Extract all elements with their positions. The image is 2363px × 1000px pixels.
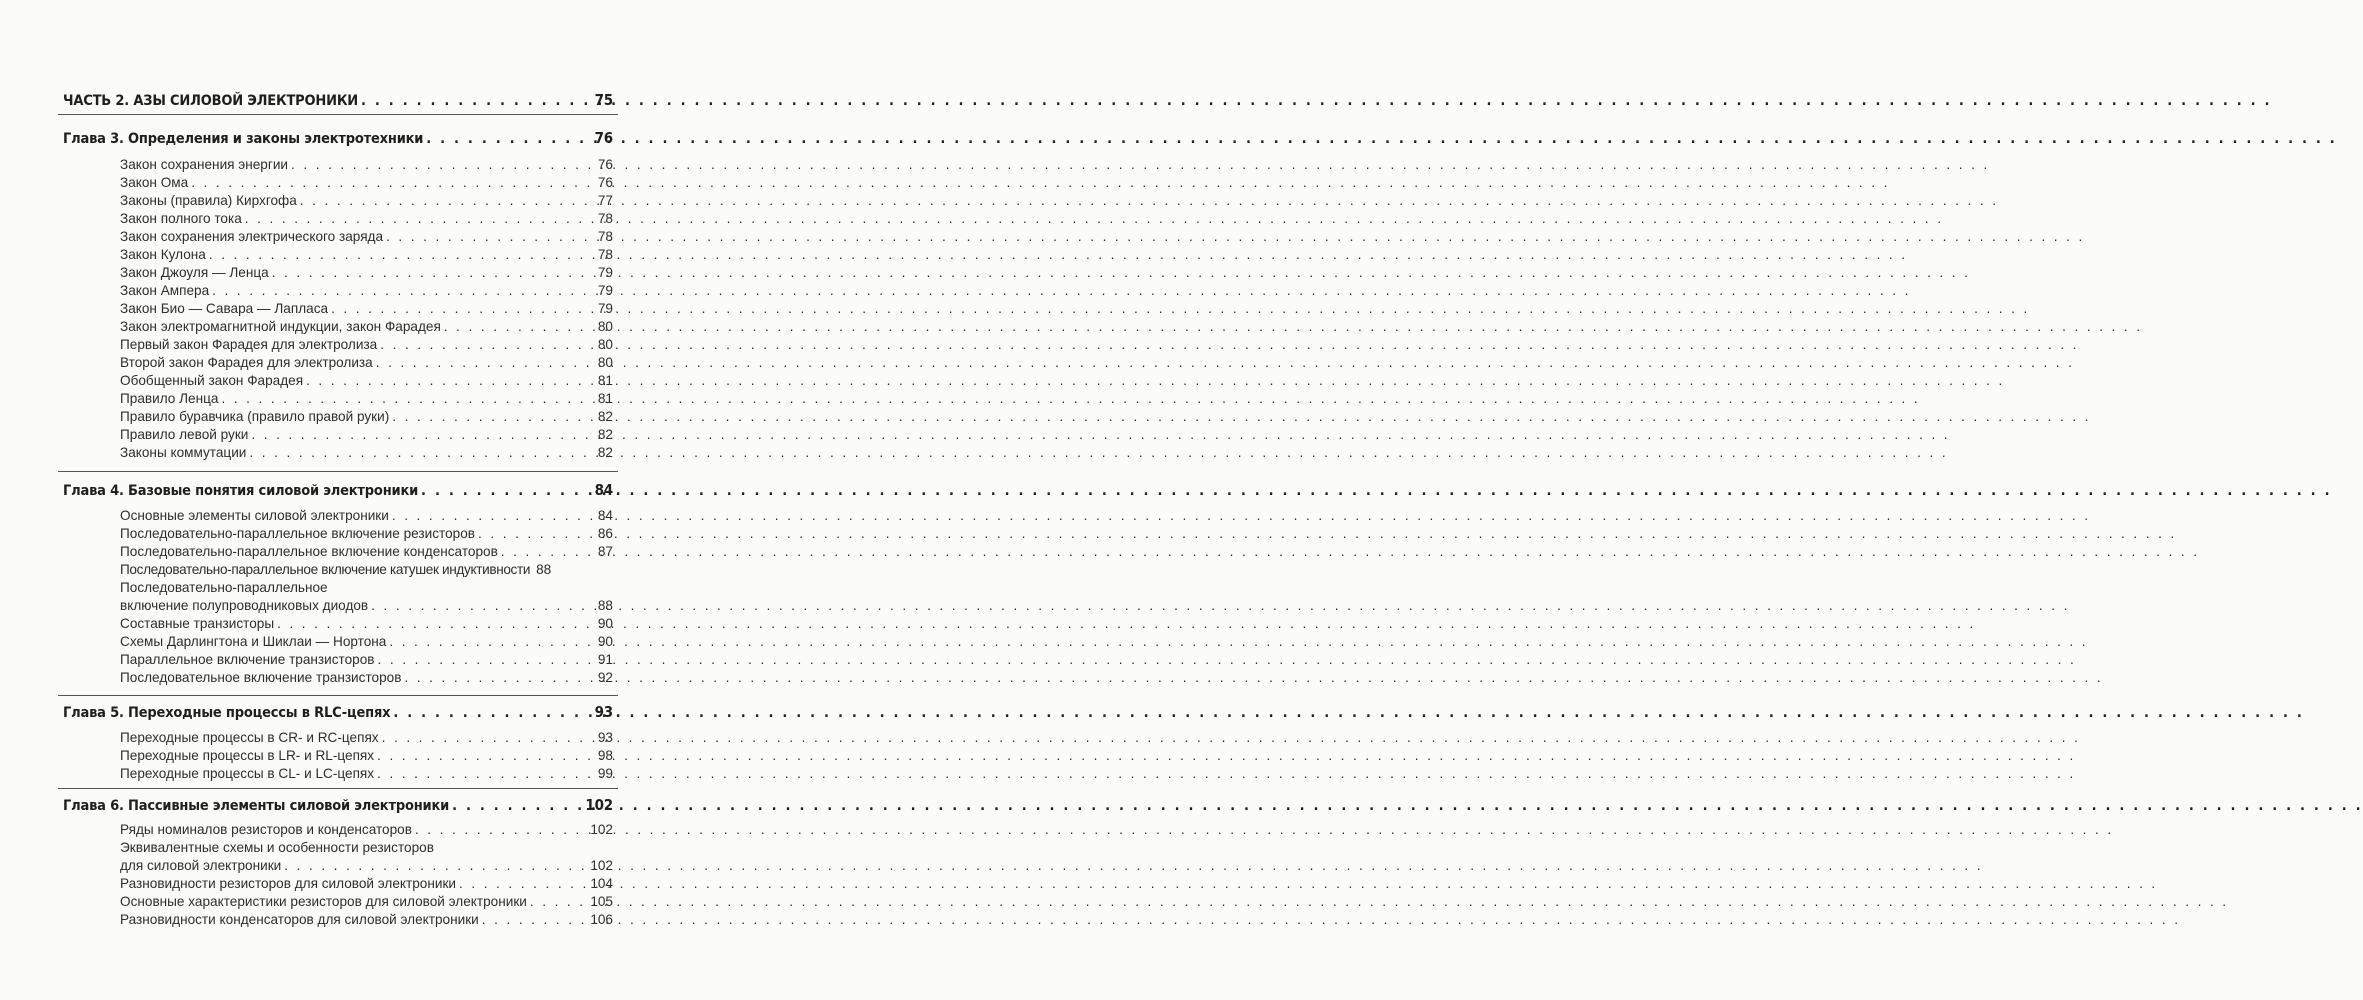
toc-entry bbox=[120, 876, 613, 891]
toc-entry bbox=[120, 544, 613, 559]
entry-title: Закон сохранения энергии bbox=[120, 157, 289, 172]
entry-page: 102 bbox=[590, 822, 613, 837]
chapter-title: Глава 4. Базовые понятия силовой электроники bbox=[63, 483, 419, 499]
entry-page: 86 bbox=[597, 526, 613, 541]
toc-entry bbox=[120, 373, 613, 388]
entry-page: 104 bbox=[590, 876, 613, 891]
entry-title: Переходные процессы в LR- и RL-цепях bbox=[120, 748, 375, 763]
dot-leader bbox=[452, 798, 581, 814]
entry-title: Параллельное включение транзисторов bbox=[120, 652, 375, 667]
entry-page: 78 bbox=[597, 247, 613, 262]
chapter-heading bbox=[63, 481, 613, 499]
dot-leader bbox=[371, 598, 594, 613]
entry-page: 88 bbox=[536, 562, 552, 577]
dot-leader bbox=[378, 652, 594, 667]
entry-title: Разновидности конденсаторов для силовой электроники bbox=[120, 912, 479, 927]
entry-title: Закон Био — Савара — Лапласа bbox=[120, 301, 329, 316]
divider bbox=[58, 695, 618, 696]
dot-leader bbox=[245, 211, 594, 226]
dot-leader bbox=[221, 391, 593, 406]
chapter-heading bbox=[63, 796, 613, 814]
toc-entry bbox=[120, 337, 613, 352]
chapter-page: 102 bbox=[585, 796, 613, 814]
entry-page: 88 bbox=[597, 598, 613, 613]
chapter-title: Глава 6. Пассивные элементы силовой электроники bbox=[63, 798, 450, 814]
entry-page: 82 bbox=[597, 409, 613, 424]
chapter-page: 93 bbox=[594, 703, 613, 721]
entry-page: 93 bbox=[597, 730, 613, 745]
entry-title: включение полупроводниковых диодов bbox=[120, 598, 369, 613]
entry-title: Последовательно-параллельное включение конденсаторов bbox=[120, 544, 498, 559]
toc-part-heading bbox=[63, 91, 613, 109]
dot-leader bbox=[191, 175, 594, 190]
entry-page: 78 bbox=[597, 229, 613, 244]
entry-title: Основные элементы силовой электроники bbox=[120, 508, 389, 523]
dot-leader bbox=[376, 355, 594, 370]
dot-leader bbox=[386, 229, 594, 244]
chapter-page: 76 bbox=[594, 129, 613, 147]
dot-leader bbox=[291, 157, 594, 172]
entry-title: Разновидности резисторов для силовой электроники bbox=[120, 876, 456, 891]
entry-page: 77 bbox=[597, 193, 613, 208]
toc-entry bbox=[120, 598, 613, 613]
toc-entry bbox=[120, 409, 613, 424]
toc-page bbox=[0, 0, 680, 1000]
entry-title: Закон Ампера bbox=[120, 283, 210, 298]
dot-leader bbox=[251, 427, 594, 442]
entry-page: 76 bbox=[597, 157, 613, 172]
toc-entry bbox=[120, 670, 613, 685]
entry-page: 91 bbox=[597, 652, 613, 667]
entry-title: Правило буравчика (правило правой руки) bbox=[120, 409, 390, 424]
entry-page: 90 bbox=[597, 634, 613, 649]
dot-leader bbox=[459, 876, 586, 891]
toc-entry bbox=[120, 526, 613, 541]
divider bbox=[58, 788, 618, 789]
dot-leader bbox=[284, 858, 586, 873]
toc-entry bbox=[120, 445, 613, 460]
toc-entry bbox=[120, 858, 613, 873]
dot-leader bbox=[393, 705, 590, 721]
entry-page: 81 bbox=[597, 373, 613, 388]
entry-title: Основные характеристики резисторов для силовой электроники bbox=[120, 894, 527, 909]
dot-leader bbox=[404, 670, 593, 685]
dot-leader bbox=[392, 508, 594, 523]
entry-page: 79 bbox=[597, 265, 613, 280]
toc-entry bbox=[120, 301, 613, 316]
toc-entry bbox=[120, 730, 613, 745]
entry-page: 81 bbox=[597, 391, 613, 406]
toc-entry bbox=[120, 634, 613, 649]
entry-title: Последовательно-параллельное включение катушек индуктивности bbox=[120, 562, 531, 577]
dot-leader bbox=[482, 912, 587, 927]
dot-leader bbox=[444, 319, 594, 334]
dot-leader bbox=[389, 634, 594, 649]
entry-page: 80 bbox=[597, 337, 613, 352]
dot-leader bbox=[361, 93, 591, 109]
toc-entry bbox=[120, 355, 613, 370]
toc-entry bbox=[120, 193, 613, 208]
chapter-heading bbox=[63, 129, 613, 147]
dot-leader bbox=[421, 483, 591, 499]
entry-page: 84 bbox=[597, 508, 613, 523]
toc-entry bbox=[120, 766, 613, 781]
toc-entry bbox=[120, 229, 613, 244]
entry-title: Составные транзисторы bbox=[120, 616, 275, 631]
entry-title-line1: Эквивалентные схемы и особенности резисторов bbox=[120, 840, 434, 855]
dot-leader bbox=[377, 766, 594, 781]
dot-leader bbox=[377, 748, 594, 763]
toc-entry bbox=[120, 319, 613, 334]
part-title: ЧАСТЬ 2. АЗЫ СИЛОВОЙ ЭЛЕКТРОНИКИ bbox=[63, 93, 359, 109]
entry-title-line1: Последовательно-параллельное bbox=[120, 580, 328, 595]
part-page: 75 bbox=[594, 91, 613, 109]
dot-leader bbox=[331, 301, 594, 316]
entry-title: Первый закон Фарадея для электролиза bbox=[120, 337, 378, 352]
toc-entry bbox=[120, 175, 613, 190]
entry-page: 99 bbox=[597, 766, 613, 781]
chapter-page: 84 bbox=[594, 481, 613, 499]
entry-title: Правило левой руки bbox=[120, 427, 249, 442]
entry-title: Схемы Дарлингтона и Шиклаи — Нортона bbox=[120, 634, 387, 649]
entry-page: 106 bbox=[590, 912, 613, 927]
chapter-heading bbox=[63, 703, 613, 721]
entry-title: Переходные процессы в CR- и RC-цепях bbox=[120, 730, 379, 745]
entry-page: 92 bbox=[597, 670, 613, 685]
entry-title: Обобщенный закон Фарадея bbox=[120, 373, 304, 388]
toc-entry bbox=[120, 211, 613, 226]
dot-leader bbox=[300, 193, 594, 208]
entry-title: Закон электромагнитной индукции, закон Фарадея bbox=[120, 319, 441, 334]
dot-leader bbox=[306, 373, 594, 388]
toc-entry bbox=[120, 427, 613, 442]
entry-page: 78 bbox=[597, 211, 613, 226]
dot-leader bbox=[209, 247, 594, 262]
chapter-title: Глава 3. Определения и законы электротехники bbox=[63, 131, 424, 147]
toc-entry bbox=[120, 748, 613, 763]
toc-entry bbox=[120, 391, 613, 406]
dot-leader bbox=[415, 822, 586, 837]
entry-page: 79 bbox=[597, 283, 613, 298]
entry-title: Последовательно-параллельное включение резисторов bbox=[120, 526, 476, 541]
entry-title: Закон Джоуля — Ленца bbox=[120, 265, 269, 280]
entry-page: 80 bbox=[597, 355, 613, 370]
divider bbox=[58, 471, 618, 472]
dot-leader bbox=[212, 283, 594, 298]
entry-title: Закон полного тока bbox=[120, 211, 242, 226]
entry-title: Закон Кулона bbox=[120, 247, 206, 262]
toc-entry bbox=[120, 912, 613, 927]
entry-page: 98 bbox=[597, 748, 613, 763]
entry-page: 102 bbox=[590, 858, 613, 873]
entry-page: 105 bbox=[590, 894, 613, 909]
divider bbox=[58, 114, 618, 115]
toc-entry bbox=[120, 616, 613, 631]
dot-leader bbox=[501, 544, 594, 559]
entry-title: Закон Ома bbox=[120, 175, 189, 190]
dot-leader bbox=[272, 265, 594, 280]
entry-page: 87 bbox=[597, 544, 613, 559]
dot-leader bbox=[478, 526, 594, 541]
entry-title: Закон сохранения электрического заряда bbox=[120, 229, 384, 244]
entry-page: 76 bbox=[597, 175, 613, 190]
toc-entry bbox=[120, 247, 613, 262]
entry-title: Переходные процессы в CL- и LC-цепях bbox=[120, 766, 375, 781]
entry-title: Ряды номиналов резисторов и конденсаторов bbox=[120, 822, 412, 837]
entry-title: Законы коммутации bbox=[120, 445, 247, 460]
entry-title: для силовой электроники bbox=[120, 858, 282, 873]
toc-entry bbox=[120, 157, 613, 172]
dot-leader bbox=[530, 894, 586, 909]
toc-entry bbox=[120, 652, 613, 667]
dot-leader bbox=[382, 730, 594, 745]
toc-entry bbox=[120, 822, 613, 837]
dot-leader bbox=[380, 337, 594, 352]
chapter-title: Глава 5. Переходные процессы в RLC-цепях bbox=[63, 705, 391, 721]
entry-page: 82 bbox=[597, 427, 613, 442]
entry-title: Законы (правила) Кирхгофа bbox=[120, 193, 297, 208]
toc-entry bbox=[120, 562, 613, 577]
dot-leader bbox=[277, 616, 594, 631]
toc-entry bbox=[120, 265, 613, 280]
dot-leader bbox=[426, 131, 590, 147]
dot-leader bbox=[392, 409, 594, 424]
toc-entry bbox=[120, 283, 613, 298]
entry-page: 79 bbox=[597, 301, 613, 316]
entry-title: Правило Ленца bbox=[120, 391, 219, 406]
toc-entry bbox=[120, 894, 613, 909]
entry-title: Последовательное включение транзисторов bbox=[120, 670, 402, 685]
toc-entry bbox=[120, 508, 613, 523]
entry-page: 82 bbox=[597, 445, 613, 460]
entry-title: Второй закон Фарадея для электролиза bbox=[120, 355, 373, 370]
entry-page: 90 bbox=[597, 616, 613, 631]
dot-leader bbox=[249, 445, 593, 460]
entry-page: 80 bbox=[597, 319, 613, 334]
